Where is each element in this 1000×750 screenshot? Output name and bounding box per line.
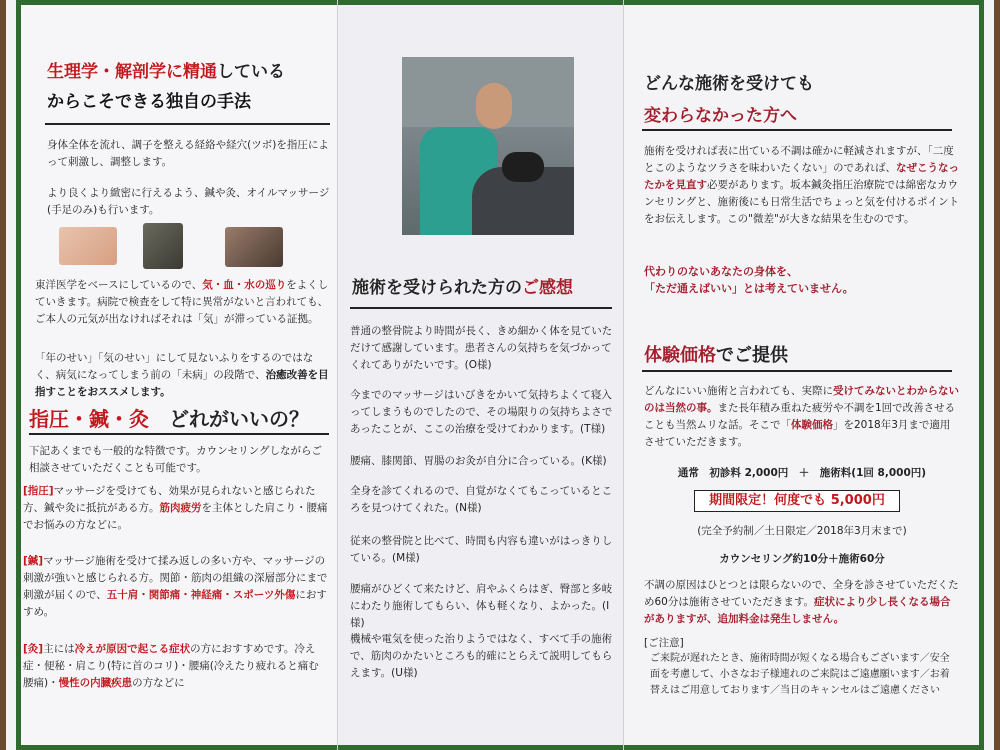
p3para2-line1: 代わりのないあなたの身体を、 xyxy=(644,265,798,278)
p3para4-red: 症状により少し長くなる場合がありますが、追加料金は発生しません。 xyxy=(644,596,951,625)
notice-title: [ご注意] xyxy=(644,637,684,649)
p3para3-red2: 体験価格 xyxy=(791,419,833,431)
testimonial-3: 腰痛、膝関節、胃腸のお灸が自分に合っている。(K様) xyxy=(350,455,607,467)
kyu-tag: [灸] xyxy=(23,643,44,655)
p3para3-text-b: また長年積み重ねた疲労や不調を1回で改善させることも当然ムリな話。そこで「 xyxy=(644,402,956,431)
kyu-text-c: の方などに xyxy=(132,677,185,689)
heading-red-part: 生理学・解剖学に精通 xyxy=(47,62,217,82)
p3para4-text-a: 不調の原因はひとつとは限らないので、全身を診させていただくため60分は施術させていただきます。 xyxy=(644,579,959,608)
para4-bold: 治癒改善を目指すことをおススメします。 xyxy=(35,369,329,398)
limited-price-box: 期間限定！何度でも 5,000円 xyxy=(694,490,900,512)
section-title xyxy=(29,403,309,432)
panel3-heading2-underline xyxy=(642,370,952,372)
p3para1-text-b: 必要があります。坂本鍼灸指圧治療院では綿密なカウンセリングと、施術後にも日常生活でちょっと気を付けるポイントをお伝えします。この"微差"が大きな結果を生むのです。 xyxy=(644,179,959,225)
p3para2-line2: 「ただ通えばいい」とは考えていません。 xyxy=(644,282,854,295)
photo-patient-head xyxy=(502,152,544,182)
kyu-text-b: の方におすすめです。冷え症・便秘・肩こり(特に首のコリ)・腰痛(冷えたり疲れると痛む腰痛)・ xyxy=(23,643,319,689)
panel3-heading1-line2: 変わらなかった方へ xyxy=(644,106,797,126)
hari-desc xyxy=(23,553,329,621)
left-panel xyxy=(16,0,338,750)
testimonial-1: 普通の整骨院より時間が長く、きめ細かく体を見ていただけて感謝しています。患者さんの気持ちを気づかってくれてありがたいです。(O様) xyxy=(350,325,613,371)
panel1-intro: 下記あくまでも一般的な特徴です。カウンセリングしながらご相談させていただくことも可能です。 xyxy=(29,445,322,474)
panel1-para1: 身体全体を流れ、調子を整える経絡や経穴(ツボ)を指圧によって刺激し、調整します。 xyxy=(47,139,329,168)
photo-practitioner-head xyxy=(476,83,512,129)
testimonial-6: 腰痛がひどくて来たけど、肩やふくらはぎ、臀部と多岐にわたり施術してもらい、体も軽くなり、よかった。(I様) xyxy=(350,583,613,629)
section-title-black: どれがいいの？ xyxy=(169,407,309,431)
brochure-sheet xyxy=(6,0,994,750)
heading-black-part: している xyxy=(217,62,285,82)
panel1-para4 xyxy=(35,350,333,401)
kyu-red1: 冷えが原因で起こる症状 xyxy=(74,643,191,655)
panel3-para2 xyxy=(644,263,960,297)
kyu-red2: 慢性の内臓疾患 xyxy=(58,677,133,689)
p3para3-red1: 受けてみないとわからないのは当然の事。 xyxy=(644,385,959,414)
panel3-heading1-underline xyxy=(642,129,952,131)
para3-red: 気・血・水の巡り xyxy=(202,279,287,291)
notice-text: ご来院が遅れたとき、施術時間が短くなる場合もございます／安全面を考慮して、小さなお子様連れのご来院はご遠慮願います／お着替えはご用意しております／当日のキャンセルはご遠慮ください xyxy=(650,653,950,696)
para3-text-b: をよくしていきます。病院で検査をして特に異常がないと言われても、ご本人の元気が出なければそれは「気」が滞っている証拠。 xyxy=(35,279,329,325)
shiatsu-red: 筋肉疲労 xyxy=(159,502,202,514)
testimonial-4: 全身を診てくれるので、自覚がなくてもこっているところを見つけてくれた。(N様) xyxy=(350,485,613,514)
heading-line2: からこそできる独自の手法 xyxy=(47,92,251,112)
middle-panel xyxy=(338,0,624,750)
testimonial-5: 従来の整骨院と比べて、時間も内容も違いがはっきりしている。(M様) xyxy=(350,535,613,564)
hari-text-a: マッサージ施術を受けて揉み返しの多い方や、マッサージの刺激が強いと感じられる方。関節・筋肉の組織の深層部分にまで刺激が届くので、 xyxy=(23,555,328,601)
panel3-heading1-line1: どんな施術を受けても xyxy=(644,74,814,94)
hands-massage-image xyxy=(59,227,117,265)
hari-text-b: におすすめ。 xyxy=(23,589,327,618)
p3para3-text-a: どんなにいい施術と言われても、実際に xyxy=(644,385,833,397)
panel3-para4 xyxy=(644,577,960,628)
shiatsu-desc xyxy=(23,483,329,534)
practitioner-photo xyxy=(402,57,574,235)
kyu-desc xyxy=(23,641,329,692)
p3para3-text-c: 」を2018年3月まで適用させていただきます。 xyxy=(644,419,951,448)
heading-underline xyxy=(45,123,330,125)
shiatsu-tag: [指圧] xyxy=(23,485,54,497)
counseling-info: カウンセリング約10分＋施術60分 xyxy=(719,553,885,565)
right-panel xyxy=(624,0,984,750)
hari-red: 五十肩・関節痛・神経痛・スポーツ外傷 xyxy=(106,589,296,601)
p3para1-text-a: 施術を受ければ表に出ている不調は確かに軽減されますが、「二度とこのようなツラさを味わいたくない」のであれば、 xyxy=(644,145,954,174)
kyu-text-a: 主には xyxy=(43,643,75,655)
testimonial-7: 機械や電気を使った治りようではなく、すべて手の施術で、筋肉のかたいところも的確にとらえて説明してもらえます。(U様) xyxy=(350,633,613,679)
shiatsu-text-a: マッサージを受けても、効果が見られないと感じられた方、鍼や灸に抵抗がある方。 xyxy=(23,485,316,514)
testimonials-heading xyxy=(352,273,573,298)
hari-tag: [鍼] xyxy=(23,555,44,567)
heading2-black: でご提供 xyxy=(716,345,788,366)
shiatsu-text-b: を主体とした肩こり・腰痛でお悩みの方などに。 xyxy=(23,502,328,531)
testimonials-heading-red: ご感想 xyxy=(522,278,573,298)
panel3-heading2 xyxy=(644,341,788,367)
section-title-red: 指圧・鍼・灸 xyxy=(29,407,149,431)
panel3-para1 xyxy=(644,143,960,228)
section-underline xyxy=(29,433,329,435)
para4-text-a: 「年のせい」「気のせい」にして見ないふりをするのではなく、病気になってしまう前の「未病」の段階で、 xyxy=(35,352,314,381)
panel1-para3 xyxy=(35,277,333,328)
normal-price: 通常 初診料 2,000円 ＋ 施術料(1回 8,000円) xyxy=(677,467,927,479)
para3-text-a: 東洋医学をベースにしているので、 xyxy=(35,279,203,291)
heading2-red: 体験価格 xyxy=(644,345,716,366)
testimonial-2: 今までのマッサージはいびきをかいて気持ちよくて寝入ってしまうものでしたので、その場限りの気持ちよさであったことが、ここの治療を受けてわかります。(T様) xyxy=(350,389,613,435)
moxibustion-image xyxy=(225,227,283,267)
panel1-heading xyxy=(47,57,285,117)
testimonials-underline xyxy=(350,307,612,309)
p3para1-bold: なぜこうなったかを見直す xyxy=(644,162,959,191)
limited-price-note: (完全予約制／土日限定／2018年3月末まで) xyxy=(697,525,907,537)
panel3-para3 xyxy=(644,383,960,451)
acupuncture-image xyxy=(143,223,183,269)
panel1-para2: より良くより緻密に行えるよう、鍼や灸、オイルマッサージ(手足のみ)も行います。 xyxy=(47,187,330,216)
testimonials-heading-black: 施術を受けられた方の xyxy=(352,278,522,298)
